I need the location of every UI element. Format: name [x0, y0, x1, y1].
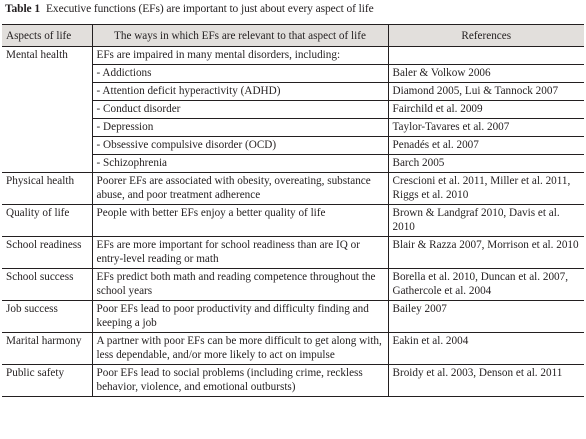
table-row — [2, 301, 584, 333]
cell-aspect: Mental health — [6, 49, 68, 61]
cell-refs: Barch 2005 — [388, 155, 584, 173]
cell-refs — [388, 47, 584, 65]
cell-ways: Poor EFs lead to social problems (including crime, reckless behavior, violence, and emotional outbursts) — [92, 365, 388, 397]
table-title: Executive functions (EFs) are important to just about every aspect of life — [46, 3, 374, 15]
table-row — [2, 65, 584, 83]
table-row — [2, 101, 584, 119]
cell-ways: EFs are impaired in many mental disorders, including: — [92, 47, 388, 65]
cell-aspect — [2, 137, 92, 155]
cell-ways: Poorer EFs are associated with obesity, overeating, substance abuse, and poor treatment adherence — [92, 173, 388, 205]
cell-ways: - Depression — [92, 119, 388, 137]
cell-refs: Broidy et al. 2003, Denson et al. 2011 — [388, 365, 584, 397]
cell-refs: Diamond 2005, Lui & Tannock 2007 — [388, 83, 584, 101]
cell-aspect: Physical health — [2, 173, 92, 205]
header-ways: The ways in which EFs are relevant to that aspect of life — [92, 25, 388, 47]
cell-aspect: Public safety — [2, 365, 92, 397]
cell-refs: Penadés et al. 2007 — [388, 137, 584, 155]
cell-aspect — [2, 119, 92, 137]
table-label: Table 1 — [5, 3, 40, 15]
cell-aspect: Job success — [2, 301, 92, 333]
table-row — [2, 47, 584, 65]
table-caption — [5, 3, 374, 15]
cell-aspect — [2, 83, 92, 101]
table-row — [2, 205, 584, 237]
table-row — [2, 173, 584, 205]
cell-refs: Blair & Razza 2007, Morrison et al. 2010 — [388, 237, 584, 269]
header-refs: References — [388, 25, 584, 47]
header-row — [2, 25, 584, 47]
cell-ways: Poor EFs lead to poor productivity and difficulty finding and keeping a job — [92, 301, 388, 333]
cell-refs: Eakin et al. 2004 — [388, 333, 584, 365]
cell-ways: - Addictions — [92, 65, 388, 83]
cell-refs: Taylor-Tavares et al. 2007 — [388, 119, 584, 137]
table-row — [2, 155, 584, 173]
cell-refs: Bailey 2007 — [388, 301, 584, 333]
cell-aspect: School success — [2, 269, 92, 301]
cell-aspect: Marital harmony — [2, 333, 92, 365]
table-row — [2, 333, 584, 365]
ef-table — [2, 24, 584, 397]
cell-ways: EFs predict both math and reading competence throughout the school years — [92, 269, 388, 301]
cell-ways: - Conduct disorder — [92, 101, 388, 119]
cell-aspect: Quality of life — [2, 205, 92, 237]
cell-ways: - Attention deficit hyperactivity (ADHD) — [92, 83, 388, 101]
cell-refs: Brown & Landgraf 2010, Davis et al. 2010 — [388, 205, 584, 237]
cell-refs: Crescioni et al. 2011, Miller et al. 2011, Riggs et al. 2010 — [388, 173, 584, 205]
table-row — [2, 237, 584, 269]
table-row — [2, 119, 584, 137]
cell-ways: People with better EFs enjoy a better quality of life — [92, 205, 388, 237]
cell-aspect — [2, 155, 92, 173]
cell-aspect: School readiness — [2, 237, 92, 269]
table-row — [2, 365, 584, 397]
cell-ways: - Schizophrenia — [92, 155, 388, 173]
cell-refs: Fairchild et al. 2009 — [388, 101, 584, 119]
cell-refs: Baler & Volkow 2006 — [388, 65, 584, 83]
cell-aspect — [2, 101, 92, 119]
cell-aspect — [2, 65, 92, 83]
cell-refs: Borella et al. 2010, Duncan et al. 2007, Gathercole et al. 2004 — [388, 269, 584, 301]
cell-ways: - Obsessive compulsive disorder (OCD) — [92, 137, 388, 155]
table-row — [2, 83, 584, 101]
table-row — [2, 137, 584, 155]
header-aspect: Aspects of life — [2, 25, 92, 47]
table-row — [2, 269, 584, 301]
cell-ways: EFs are more important for school readiness than are IQ or entry-level reading or math — [92, 237, 388, 269]
cell-ways: A partner with poor EFs can be more difficult to get along with, less dependable, and/or more likely to act on impulse — [92, 333, 388, 365]
